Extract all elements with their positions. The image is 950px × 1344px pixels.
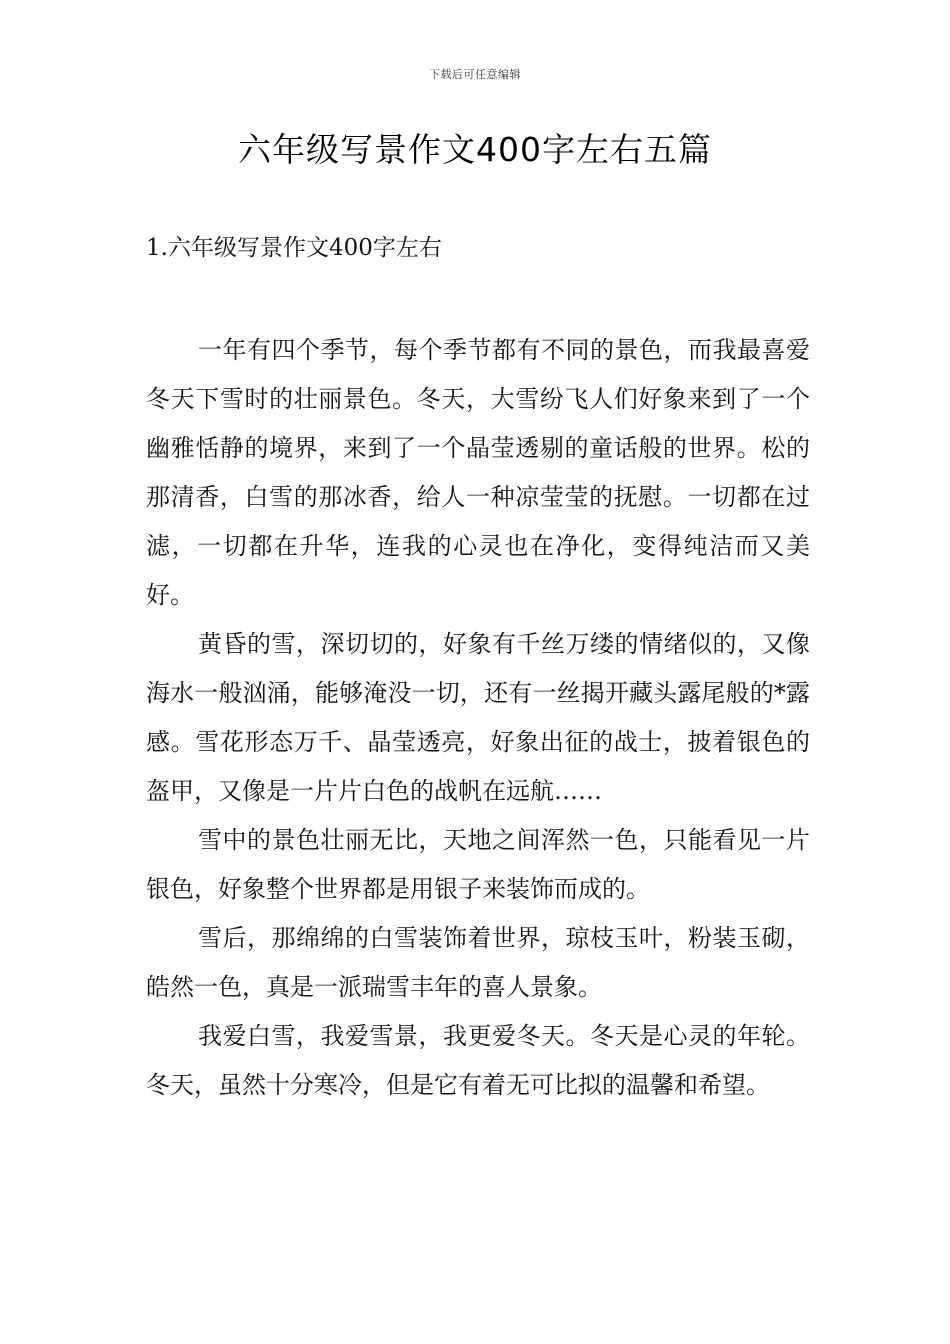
paragraph-3: 雪中的景色壮丽无比，天地之间浑然一色，只能看见一片银色，好象整个世界都是用银子来装饰而成的。 (146, 826, 810, 903)
document-title: 六年级写景作文400字左右五篇 (238, 130, 712, 169)
paragraph-1: 一年有四个季节，每个季节都有不同的景色，而我最喜爱冬天下雪时的壮丽景色。冬天，大雪纷飞人们好象来到了一个幽雅恬静的境界，来到了一个晶莹透剔的童话般的世界。松的那清香，白雪的那冰香，给人一种凉莹莹的抚慰。一切都在过滤，一切都在升华，连我的心灵也在净化，变得纯洁而又美好。 (146, 336, 810, 609)
paragraph-4: 雪后，那绵绵的白雪装饰着世界，琼枝玉叶，粉装玉砌，皓然一色，真是一派瑞雪丰年的喜人景象。 (146, 924, 810, 1001)
paragraph-2: 黄昏的雪，深切切的，好象有千丝万缕的情绪似的，又像海水一般汹涌，能够淹没一切，还有一丝揭开藏头露尾般的*露感。雪花形态万千、晶莹透亮，好象出征的战士，披着银色的盔甲，又像是一片片白色的战帆在远航…… (146, 630, 810, 805)
article-body (146, 326, 810, 1110)
section-heading: 1.六年级写景作文400字左右 (146, 235, 442, 261)
page-header: 下载后可任意编辑 (429, 68, 521, 81)
paragraph-5: 我爱白雪，我爱雪景，我更爱冬天。冬天是心灵的年轮。冬天，虽然十分寒冷，但是它有着无可比拟的温馨和希望。 (146, 1022, 810, 1099)
